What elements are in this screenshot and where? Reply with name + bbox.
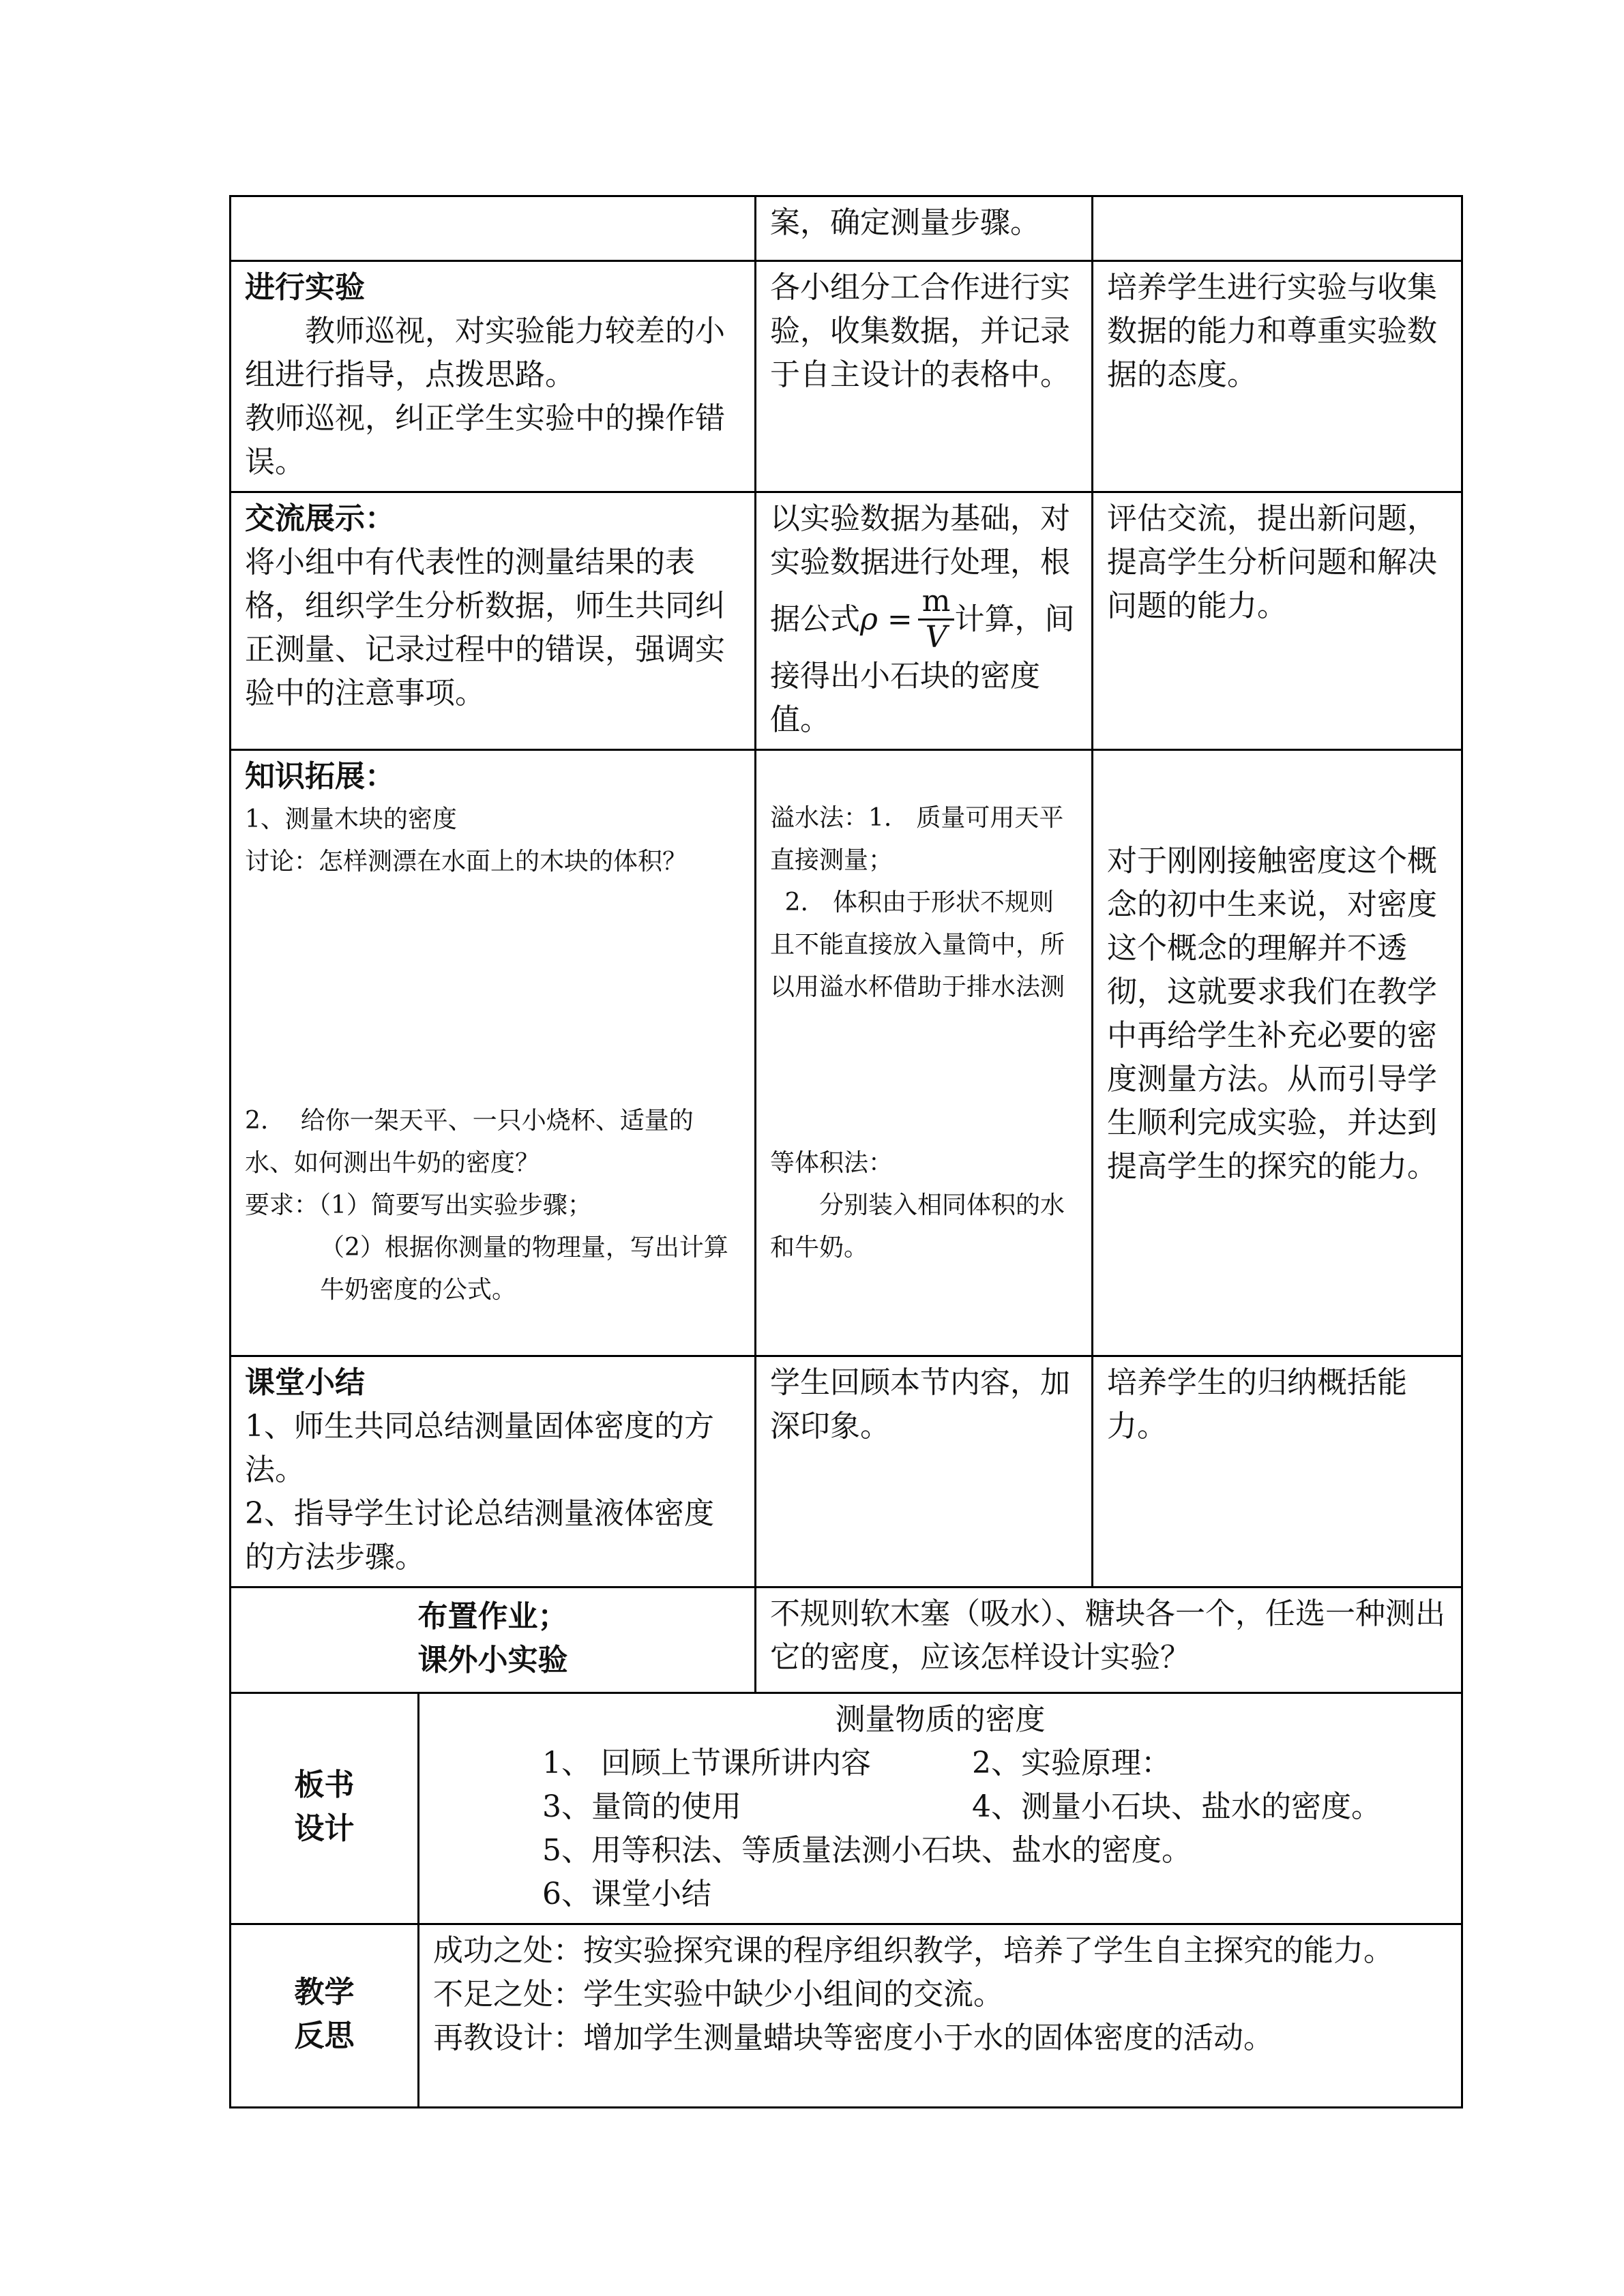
section-title: 知识拓展：: [245, 759, 395, 794]
paragraph: 溢水法：1. 质量可用天平直接测量；: [770, 804, 1064, 874]
cell-student-activity: 各小组分工合作进行实验，收集数据，并记录于自主设计的表格中。: [756, 261, 1093, 492]
board-line: [433, 1785, 1447, 1829]
paragraph: 以实验数据为基础，对实验数据进行处理，根据公式: [770, 501, 1070, 637]
paragraph: 再教设计：增加学生测量蜡块等密度小于水的固体密度的活动。: [433, 2021, 1273, 2055]
cell-student-activity: 案，确定测量步骤。: [756, 196, 1093, 261]
paragraph: 对于刚刚接触密度这个概念的初中生来说，对密度这个概念的理解并不透彻，这就要求我们在教学中再给学生补充必要的密度测量方法。从而引导学生顺利完成实验，并达到提高学生的探究的能力。: [1107, 844, 1437, 1184]
paragraph: 1、测量木块的密度: [245, 805, 457, 833]
paragraph: 要求：（1）简要写出实验步骤；: [245, 1191, 592, 1219]
paragraph: 计算，间接得出小石块的密度值。: [770, 601, 1075, 737]
paragraph: 分别装入相同体积的水和牛奶。: [770, 1191, 1065, 1262]
board-item: 4、测量小石块、盐水的密度。: [972, 1789, 1381, 1824]
table-row: [231, 1587, 1462, 1693]
formula-lhs: ρ =: [860, 601, 913, 637]
cell-teacher-activity: [231, 750, 756, 1356]
paragraph: 教师巡视，对实验能力较差的小组进行指导，点拨思路。: [245, 314, 725, 392]
table-row: [231, 1924, 1462, 2108]
board-item: 2、实验原理：: [972, 1746, 1171, 1780]
homework-label: [231, 1587, 756, 1693]
cell-design-intent: 培养学生进行实验与收集数据的能力和尊重实验数据的态度。: [1093, 261, 1462, 492]
board-item: 1、 回顾上节课所讲内容: [542, 1746, 871, 1780]
board-content: [419, 1693, 1462, 1924]
lesson-plan-table: [229, 195, 1463, 2108]
homework-text: 不规则软木塞（吸水）、糖块各一个，任选一种测出它的密度，应该怎样设计实验？: [756, 1587, 1462, 1693]
spacer: [770, 755, 1078, 797]
board-label: [231, 1693, 419, 1924]
paragraph: 不足之处：学生实验中缺少小组间的交流。: [433, 1977, 1003, 2012]
table-row: [231, 750, 1462, 1356]
cell-student-activity: [756, 750, 1093, 1356]
spacer: [770, 1009, 1078, 1142]
cell-teacher-activity: [231, 261, 756, 492]
paragraph: 教师巡视，纠正学生实验中的操作错误。: [245, 401, 725, 479]
paragraph: （2）根据你测量的物理量，写出计算牛奶密度的公式。: [320, 1234, 728, 1304]
cell-teacher-activity: [231, 492, 756, 750]
label-line: 设计: [294, 1811, 355, 1846]
reflection-label: [231, 1924, 419, 2108]
paragraph: 讨论：怎样测漂在水面上的木块的体积？: [245, 848, 688, 876]
formula-numerator: m: [918, 584, 955, 621]
cell-student-activity: [756, 492, 1093, 750]
section-title: 交流展示：: [245, 501, 395, 536]
board-item: 3、量筒的使用: [542, 1789, 741, 1824]
table-row: [231, 261, 1462, 492]
label-line: 教学: [294, 1975, 355, 2010]
board-line: [433, 1742, 1447, 1785]
section-title: 课堂小结: [245, 1365, 365, 1400]
cell-teacher-activity: [231, 1356, 756, 1587]
table-row: [231, 196, 1462, 261]
spacer: [245, 883, 741, 1100]
board-line: 5、用等积法、等质量法测小石块、盐水的密度。: [542, 1833, 1192, 1868]
board-line: 6、课堂小结: [542, 1877, 711, 1911]
label-line: 课外小实验: [417, 1643, 568, 1678]
cell-design-intent: 评估交流，提出新问题，提高学生分析问题和解决问题的能力。: [1093, 492, 1462, 750]
label-line: 布置作业；: [417, 1599, 568, 1634]
paragraph: 将小组中有代表性的测量结果的表格，组织学生分析数据，师生共同纠正测量、记录过程中的错误，强调实验中的注意事项。: [245, 545, 725, 711]
paragraph: 2. 体积由于形状不规则且不能直接放入量筒中，所以用溢水杯借助于排水法测: [770, 889, 1065, 1001]
cell-student-activity: 学生回顾本节内容，加深印象。: [756, 1356, 1093, 1587]
formula-fraction: [918, 584, 955, 655]
spacer: [1107, 755, 1447, 839]
table-row: [231, 492, 1462, 750]
paragraph: 2. 给你一架天平、一只小烧杯、适量的水、如何测出牛奶的密度？: [245, 1107, 694, 1177]
reflection-content: [419, 1924, 1462, 2108]
formula-denominator: V: [925, 620, 947, 655]
paragraph: 2、指导学生讨论总结测量液体密度的方法步骤。: [245, 1496, 714, 1575]
label-line: 反思: [294, 2018, 355, 2053]
paragraph: 等体积法：: [770, 1149, 894, 1177]
cell-empty: [1093, 196, 1462, 261]
table-row: [231, 1693, 1462, 1924]
cell-design-intent: 培养学生的归纳概括能力。: [1093, 1356, 1462, 1587]
label-line: 板书: [294, 1768, 355, 1802]
paragraph: 成功之处：按实验探究课的程序组织教学，培养了学生自主探究的能力。: [433, 1933, 1393, 1968]
cell-empty: [231, 196, 756, 261]
section-title: 进行实验: [245, 270, 365, 305]
board-title: 测量物质的密度: [835, 1702, 1046, 1737]
table-row: [231, 1356, 1462, 1587]
cell-design-intent: [1093, 750, 1462, 1356]
density-formula: [860, 584, 954, 655]
paragraph: 1、师生共同总结测量固体密度的方法。: [245, 1409, 714, 1487]
